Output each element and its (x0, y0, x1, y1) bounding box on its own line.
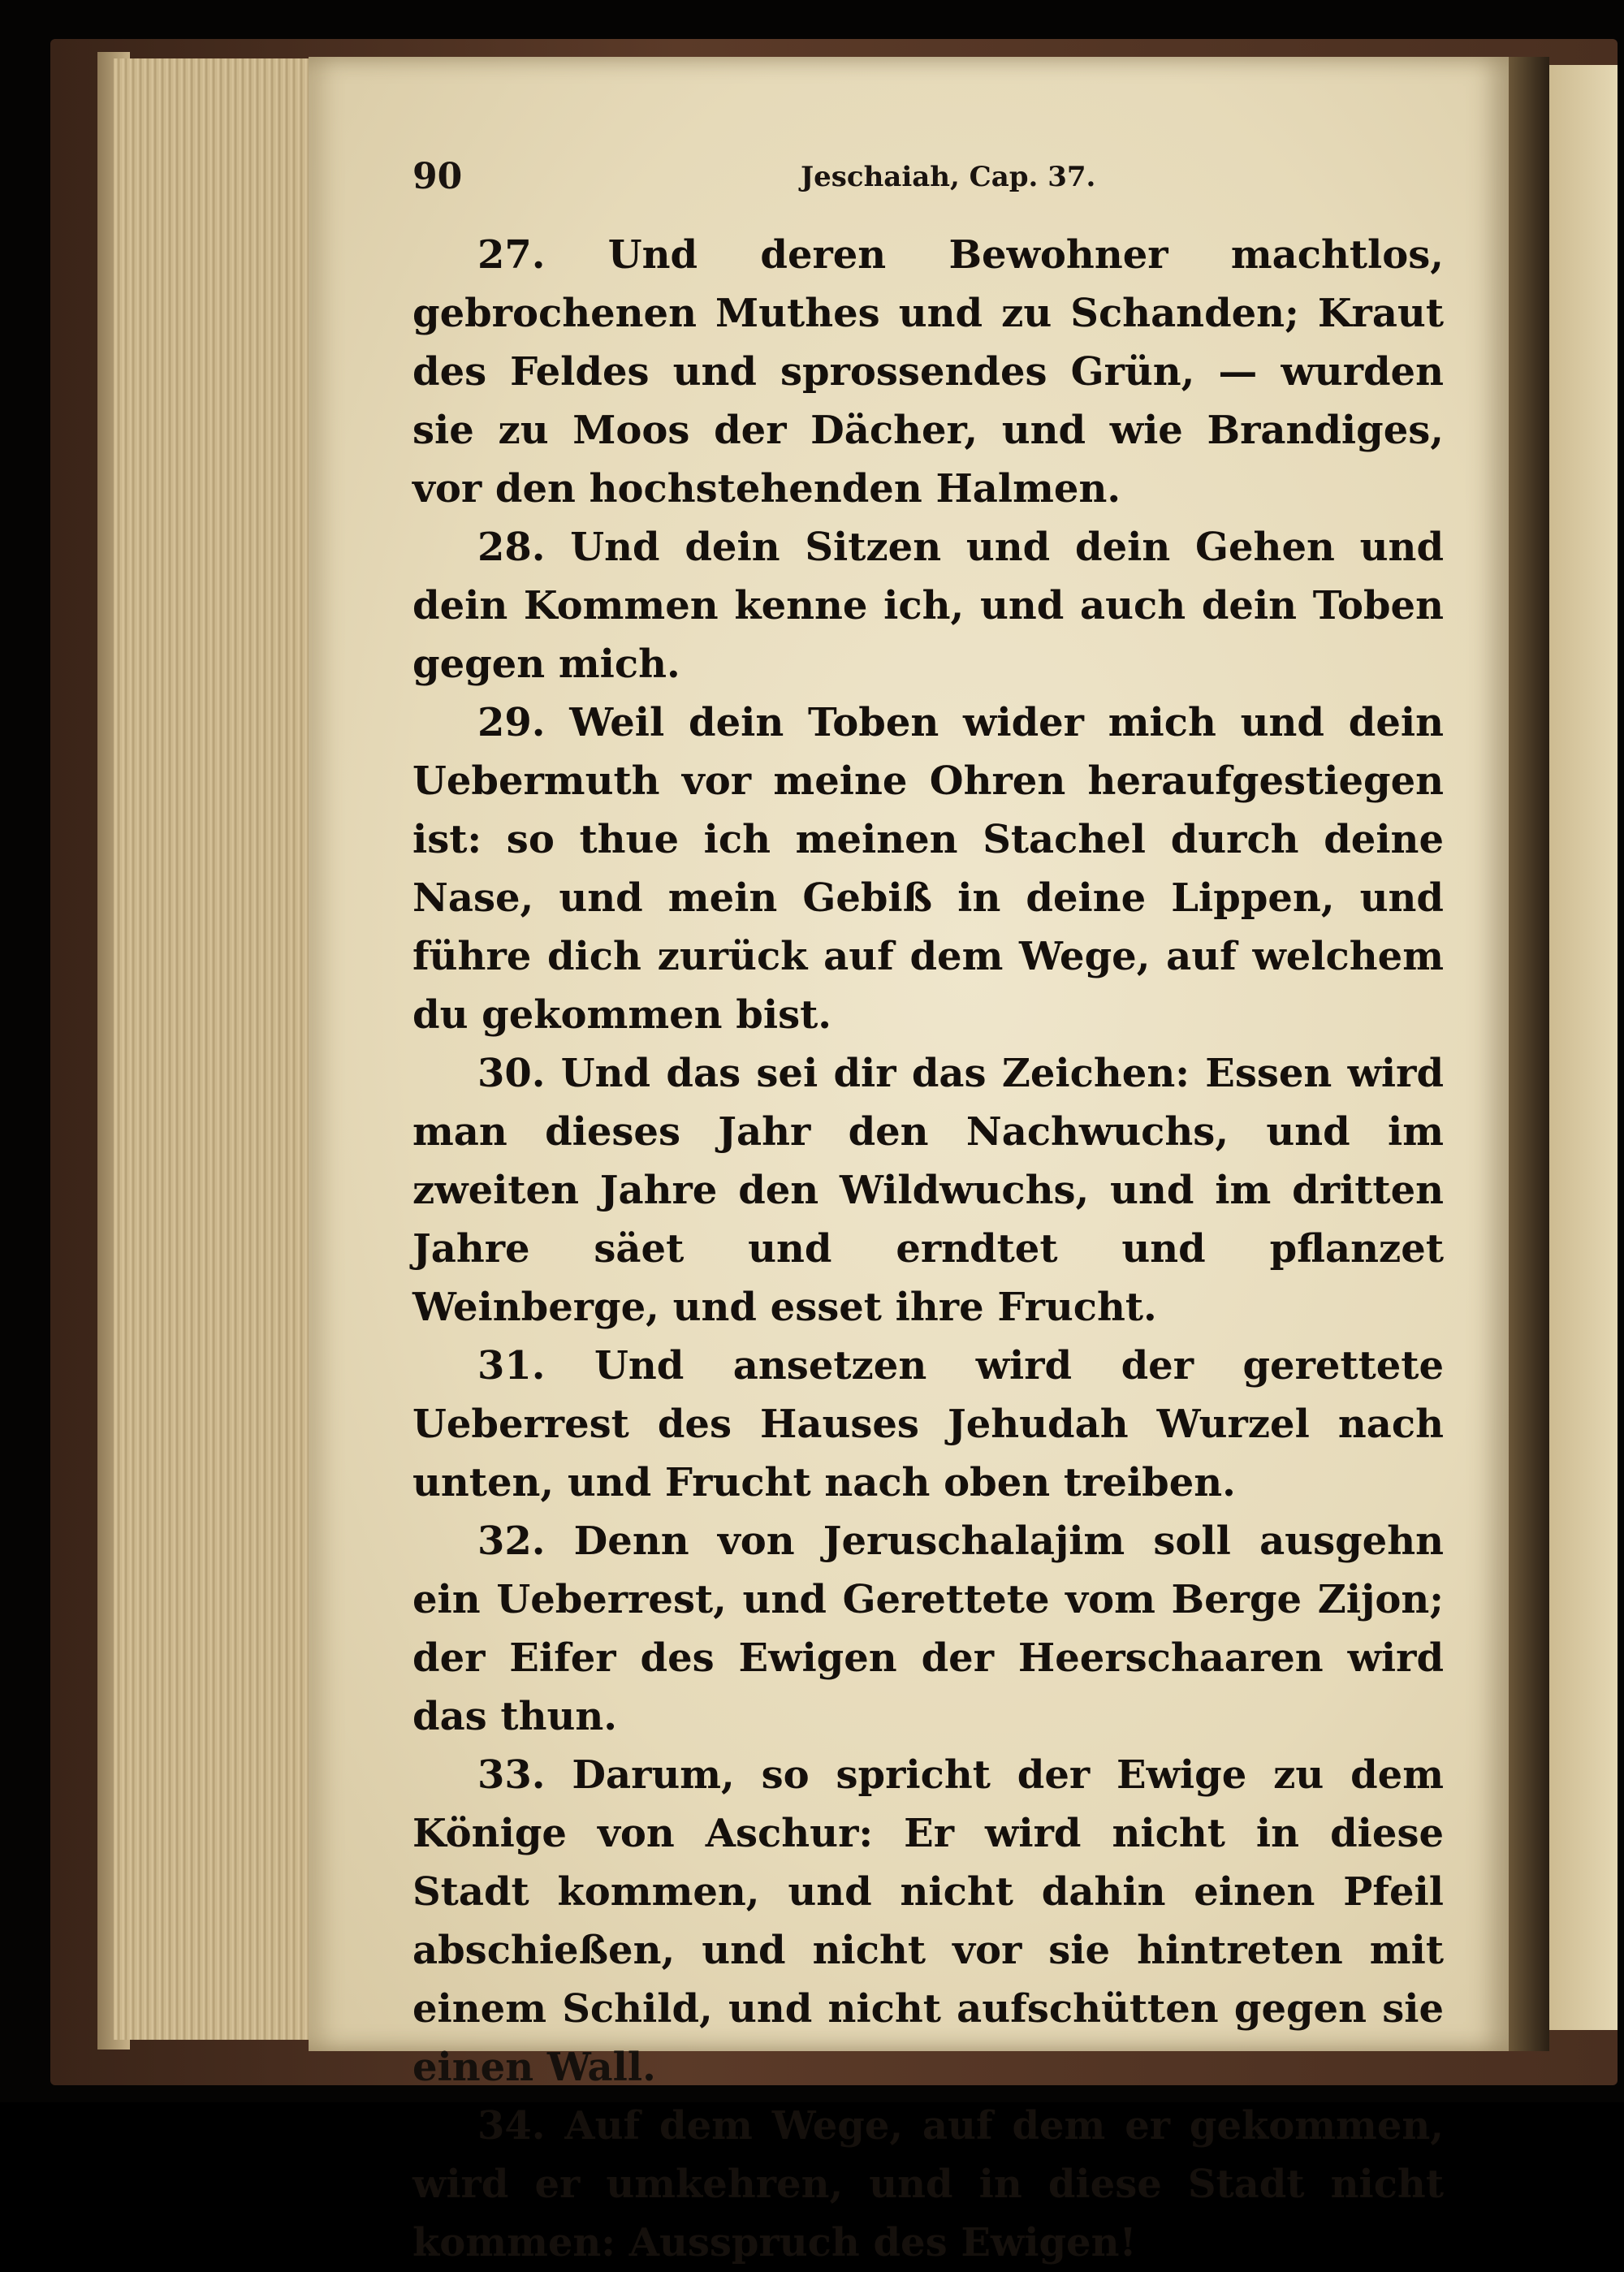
verse-31: 31. Und ansetzen wird der gerettete Ueberrest des Hauses Jehudah Wurzel nach unten, und Frucht nach oben treiben. (412, 1343, 1444, 1505)
page-block-edges (114, 58, 309, 2040)
verse-32: 32. Denn von Jeruschalajim soll ausgehn ein Ueberrest, und Gerettete vom Berge Zijon; der Eifer des Ewigen der Heerschaaren wird das thun. (412, 1518, 1444, 1739)
verse-33: 33. Darum, so spricht der Ewige zu dem Könige von Aschur: Er wird nicht in diese Stadt kommen, und nicht dahin einen Pfeil abschießen, und nicht vor sie hintreten mit einem Schild, und nicht aufschütten gegen sie einen Wall. (412, 1752, 1444, 2090)
running-head: Jeschaiah, Cap. 37. (801, 161, 1096, 193)
page-body (412, 226, 1444, 2272)
verse-27: 27. Und deren Bewohner machtlos, gebrochenen Muthes und zu Schanden; Kraut des Feldes und sprossendes Grün, — wurden sie zu Moos der Dächer, und wie Brandiges, vor den hochstehenden Halmen. (412, 232, 1444, 512)
page-number: 90 (412, 156, 463, 197)
verse-30: 30. Und das sei dir das Zeichen: Essen wird man dieses Jahr den Nachwuchs, und im zweiten Jahre den Wildwuchs, und im dritten Jahre säet und erndtet und pflanzet Weinberge, und esset ihre Frucht. (412, 1051, 1444, 1330)
verse-28: 28. Und dein Sitzen und dein Gehen und dein Kommen kenne ich, und auch dein Toben gegen mich. (412, 525, 1444, 687)
page-header (412, 156, 1452, 205)
facing-page-edge (1549, 65, 1618, 2030)
book-gutter (1509, 57, 1549, 2051)
verse-29: 29. Weil dein Toben wider mich und dein Uebermuth vor meine Ohren heraufgestiegen ist: so thue ich meinen Stachel durch deine Nase, und mein Gebiß in deine Lippen, und führe dich zurück auf dem Wege, auf welchem du gekommen bist. (412, 700, 1444, 1038)
verse-34: 34. Auf dem Wege, auf dem er gekommen, wird er umkehren, und in diese Stadt nicht kommen: Ausspruch des Ewigen! (412, 2103, 1444, 2266)
